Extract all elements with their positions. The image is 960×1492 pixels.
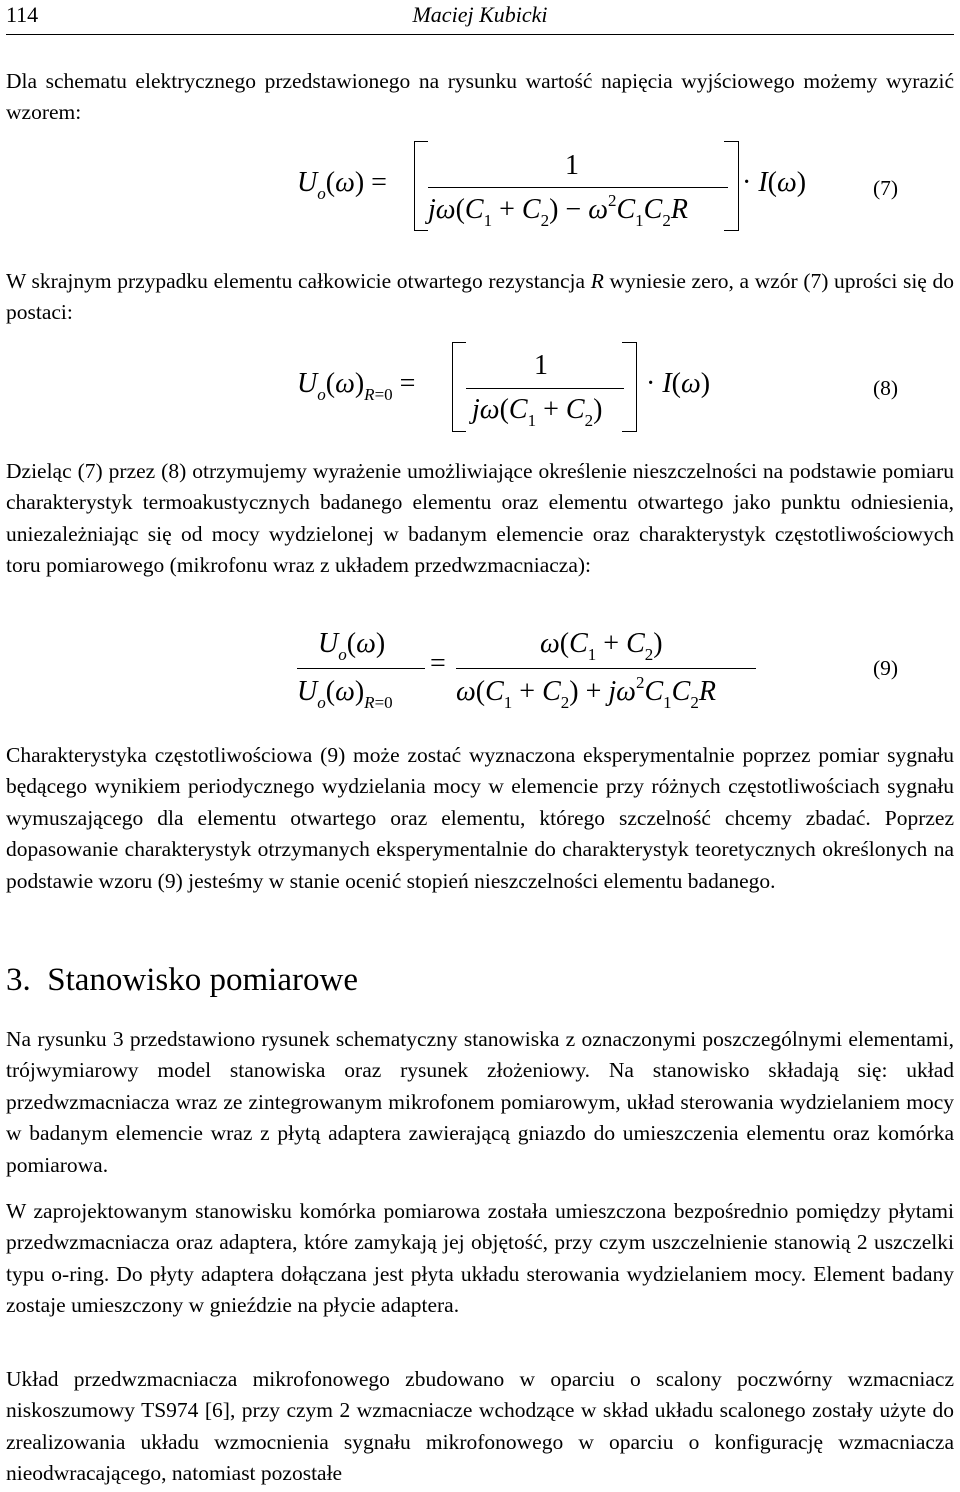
running-author: Maciej Kubicki (412, 2, 548, 27)
page-header (6, 0, 954, 35)
paragraph-2: W skrajnym przypadku elementu całkowicie otwartego rezystancja R wyniesie zero, a wzór (7) uprości się do postaci: (6, 269, 954, 325)
equation-7-number: (7) (873, 176, 899, 200)
paragraph-5: Na rysunku 3 przedstawiono rysunek schematyczny stanowiska z oznaczonymi poszczególnymi elementami, trójwymiarowy model stanowiska oraz rysunek złożeniowy. Na stanowisko składają się: układ przedwzmacniacza wraz ze zintegrowanym mikrofonem pomiarowym, układ sterowania wydzielaniem mocy w badanym elemencie wraz z płytą adaptera zawierającą gniazdo do umieszczenia elementu oraz komórka pomiarowa. (6, 1027, 954, 1177)
paragraph-4: Charakterystyka częstotliwościowa (9) może zostać wyznaczona eksperymentalnie poprzez pomiar sygnału będącego wynikiem periodycznego wydzielania mocy w elemencie przy różnych częstotliwościach sygnału wymuszającego dla elementu otwartego oraz elementu, którego szczelność chcemy zbadać. Poprzez dopasowanie charakterystyk otrzymanych eksperymentalnie do charakterystyk teoretycznych określonych na podstawie wzoru (9) jesteśmy w stanie ocenić stopień nieszczelności elementu badanego. (6, 743, 954, 893)
section-number: 3. (6, 962, 31, 998)
section-heading (6, 962, 358, 999)
section-title: Stanowisko pomiarowe (47, 962, 358, 998)
paragraph-1: Dla schematu elektrycznego przedstawionego na rysunku wartość napięcia wyjściowego możemy wyrazić wzorem: (6, 69, 954, 125)
paragraph-3: Dzieląc (7) przez (8) otrzymujemy wyrażenie umożliwiające określenie nieszczelności na podstawie pomiaru charakterystyk termoakustycznych badanego elementu oraz elementu otwartego jako punktu odniesienia, uniezależniając się od mocy wydzielonej w badanym elemencie oraz charakterystyk częstotliwościowych toru pomiarowego (mikrofonu wraz z układem przedwzmacniacza): (6, 459, 954, 578)
equation-9-number: (9) (873, 656, 899, 680)
page-number: 114 (6, 2, 39, 27)
paragraph-7: Układ przedwzmacniacza mikrofonowego zbudowano w oparciu o scalony poczwórny wzmacniacz niskoszumowy TS974 [6], przy czym 2 wzmacniacze wchodzące w skład układu scalonego zostały użyte do zrealizowania układu wzmocnienia sygnału mikrofonowego w oparciu o konfigurację wzmacniacza nieodwracającego, natomiast pozostałe (6, 1367, 954, 1486)
equation-8-number: (8) (873, 376, 899, 400)
paragraph-6: W zaprojektowanym stanowisku komórka pomiarowa została umieszczona bezpośrednio pomiędzy płytami przedwzmacniacza oraz adaptera, które zamykają jej objętość, przy czym uszczelnienie stanowią 2 uszczelki typu o-ring. Do płyty adaptera dołączana jest płyta układu sterowania wydzielaniem mocy. Element badany zostaje umieszczony w gnieździe na płycie adaptera. (6, 1199, 954, 1318)
